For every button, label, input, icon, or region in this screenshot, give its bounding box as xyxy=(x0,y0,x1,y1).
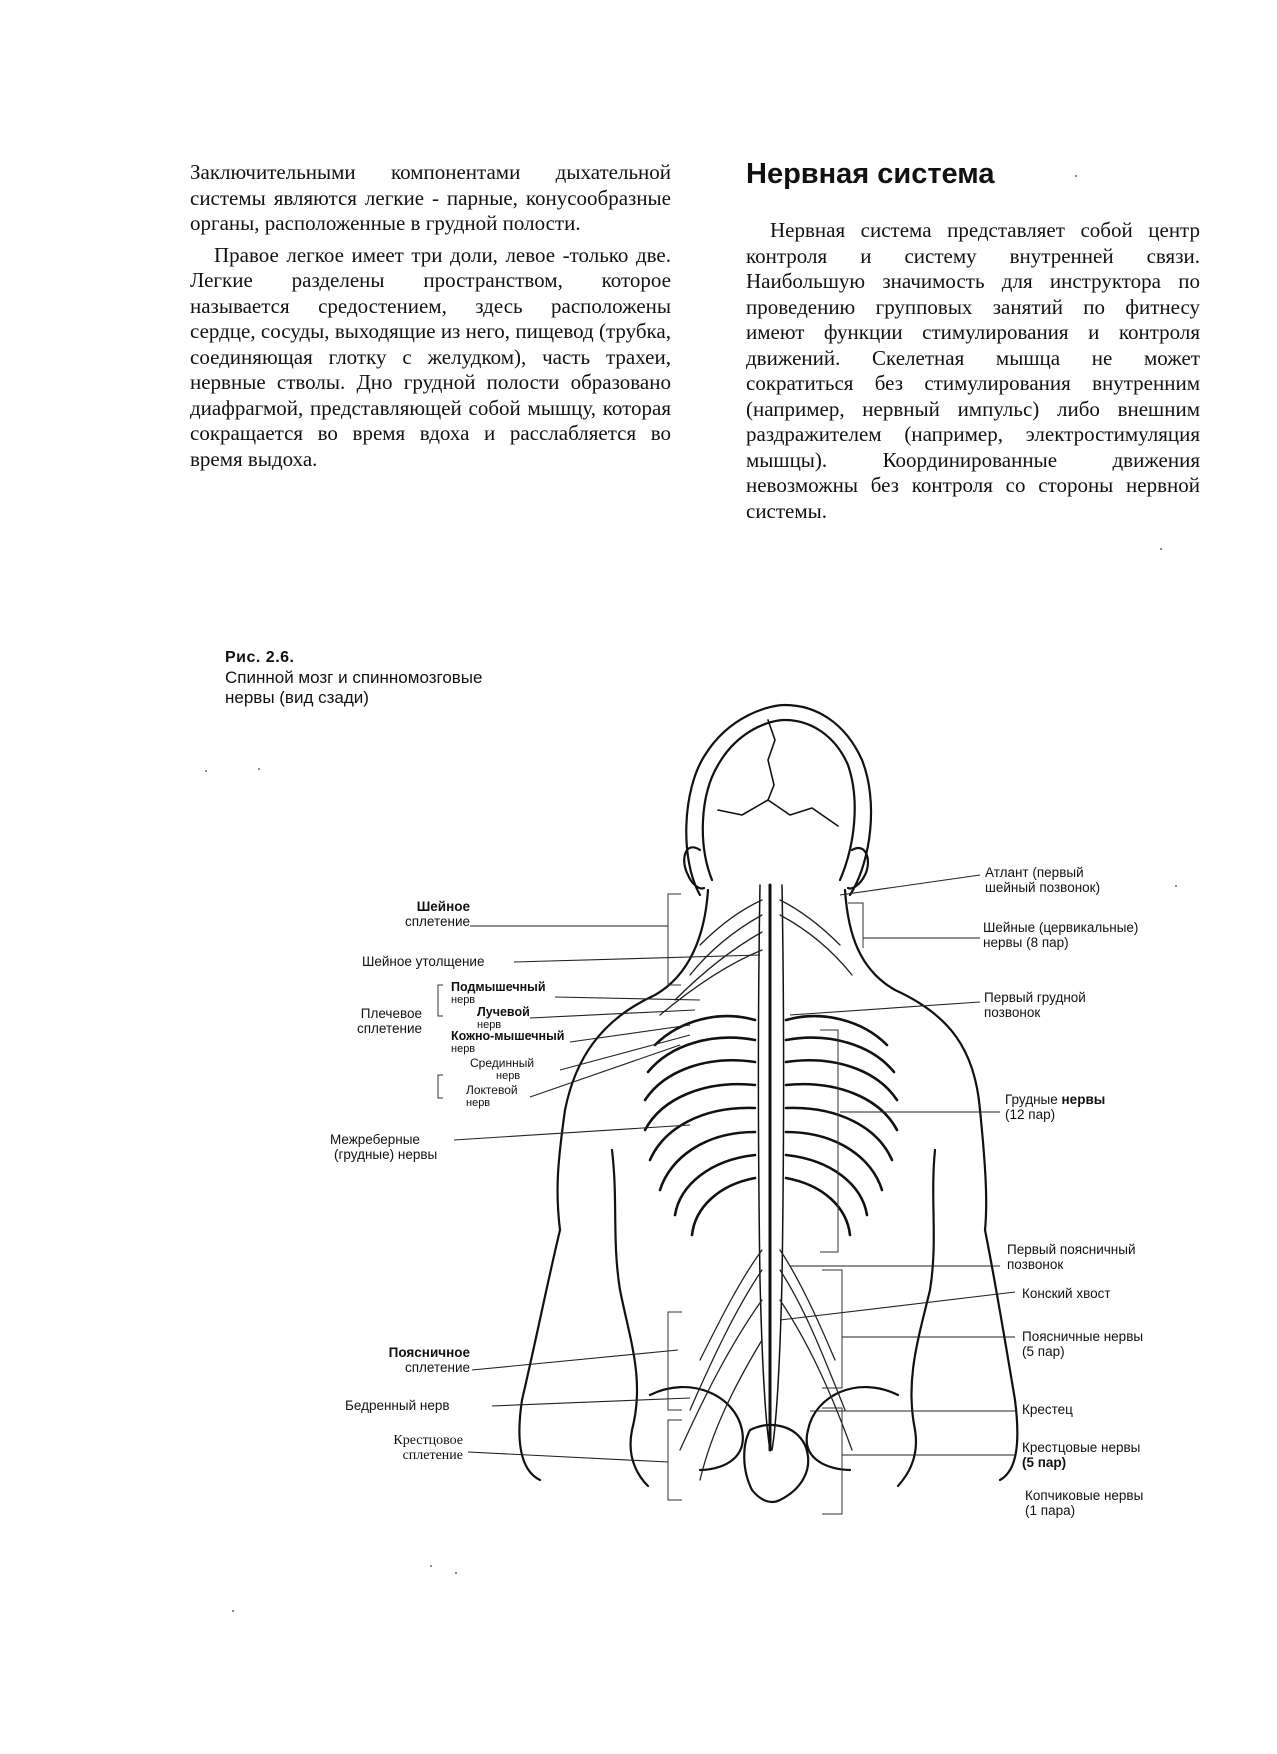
label-line: Межреберные xyxy=(330,1132,420,1147)
label-line: Грудные xyxy=(1005,1092,1058,1107)
pelvis-right xyxy=(807,1387,898,1470)
label-line: нерв xyxy=(451,1043,476,1055)
label-line: Локтевой xyxy=(466,1083,518,1097)
label-musculocutaneous-nerve xyxy=(451,1029,564,1055)
label-line: Шейные (цервикальные) xyxy=(983,920,1139,935)
figure-caption xyxy=(225,648,482,708)
label-femoral-nerve: Бедренный нерв xyxy=(345,1398,450,1413)
caption-line: Спинной мозг и спинномозговые xyxy=(225,668,483,687)
right-text-column xyxy=(746,218,1200,530)
label-sacral-plexus xyxy=(320,1433,463,1463)
label-line: Крестцовое xyxy=(393,1433,463,1448)
label-line: нерв xyxy=(496,1070,521,1082)
section-title: Нервная система xyxy=(746,158,995,190)
spinal-canal-left xyxy=(759,885,771,1450)
left-arm xyxy=(519,1230,560,1480)
scan-speck xyxy=(1160,548,1162,550)
label-line: Атлант (первый xyxy=(985,865,1084,880)
skull-inner-outline xyxy=(703,720,855,880)
scan-speck xyxy=(1175,885,1177,887)
label-line: нерв xyxy=(451,994,476,1006)
paragraph: Заключительными компонентами дыхательной системы являются легкие - парные, конусообразные органы, расположенные в грудной полости. xyxy=(190,160,671,235)
ribs xyxy=(645,1016,897,1235)
label-first-lumbar-vertebra xyxy=(1007,1242,1136,1272)
label-thoracic-nerves xyxy=(1005,1092,1105,1122)
label-axillary-nerve xyxy=(451,980,546,1006)
label-line: позвонок xyxy=(1007,1257,1064,1272)
sacrum xyxy=(744,1425,808,1502)
paragraph: Правое легкое имеет три доли, левое -только две. Легкие разделены пространством, которое называется средостением, здесь расположены сердце, сосуды, выходящие из него, пищевод (трубка, соединяющая глотку с желудком), часть трахеи, нервные стволы. Дно грудной полости образовано диафрагмой, представляющей собой мышцу, которая сокращается во время вдоха и расслабляется во время выдоха. xyxy=(190,242,671,471)
label-line: Копчиковые нервы xyxy=(1025,1488,1144,1503)
torso-right-inner xyxy=(898,1150,935,1486)
scan-speck xyxy=(232,1610,234,1612)
label-intercostal-nerves xyxy=(330,1132,437,1162)
label-line: нервы (8 пар) xyxy=(983,935,1069,950)
label-brachial-plexus xyxy=(300,1006,422,1036)
label-radial-nerve xyxy=(477,1005,530,1031)
label-line: Кожно-мышечный xyxy=(451,1029,565,1043)
label-atlas xyxy=(985,865,1100,895)
label-line: Поясничное xyxy=(388,1345,470,1360)
label-lumbar-plexus xyxy=(320,1345,470,1375)
left-text-column xyxy=(190,160,671,478)
torso-left-inner xyxy=(612,1150,648,1486)
paragraph: Нервная система представляет собой центр контроля и систему внутренней связи. Наибольшую значимость для инструктора по проведению групповых занятий по фитнесу имеют функции стимулирования и контроля движений. Скелетная мышца не может сократиться без стимулирования внутренним (например, нервный импульс) либо внешним раздражителем (например, электростимуляция мышцы). Координированные движения невозможны без контроля со стороны нервной системы. xyxy=(746,218,1200,523)
scan-speck xyxy=(455,1572,457,1574)
torso-left-outline xyxy=(558,890,708,1230)
label-line: Поясничные нервы xyxy=(1022,1329,1144,1344)
label-line: (5 пар) xyxy=(1022,1344,1065,1359)
label-line: шейный позвонок) xyxy=(985,880,1101,895)
label-line: Крестцовые нервы xyxy=(1022,1440,1141,1455)
scan-speck xyxy=(258,768,260,770)
label-cervical-enlargement: Шейное утолщение xyxy=(362,954,485,969)
label-line: Первый поясничный xyxy=(1007,1242,1136,1257)
skull-outline xyxy=(686,705,871,895)
label-sacrum: Крестец xyxy=(1022,1402,1073,1417)
label-ulnar-nerve xyxy=(466,1083,518,1109)
label-line: сплетение xyxy=(404,914,470,929)
label-first-thoracic-vertebra xyxy=(984,990,1086,1020)
caption-line: нервы (вид сзади) xyxy=(225,688,369,707)
label-line: Подмышечный xyxy=(451,980,546,994)
label-line: (12 пар) xyxy=(1005,1107,1056,1122)
right-ear xyxy=(848,848,868,888)
label-line: сплетение xyxy=(402,1448,463,1463)
label-line: (1 пара) xyxy=(1025,1503,1076,1518)
label-line: сплетение xyxy=(356,1021,422,1036)
label-line: Срединный xyxy=(470,1056,535,1070)
label-line: нерв xyxy=(466,1097,491,1109)
label-line: Первый грудной xyxy=(984,990,1086,1005)
label-cervical-plexus xyxy=(320,899,470,929)
label-line-bold: нервы xyxy=(1061,1092,1106,1107)
label-line: (5 пар) xyxy=(1022,1455,1067,1470)
skull-suture xyxy=(718,720,838,826)
label-line: (грудные) нервы xyxy=(334,1147,438,1162)
spinal-canal-right xyxy=(772,885,784,1450)
left-ear xyxy=(684,847,704,888)
label-cauda-equina: Конский хвост xyxy=(1022,1286,1111,1301)
label-lumbar-nerves xyxy=(1022,1329,1143,1359)
scan-speck xyxy=(430,1565,432,1567)
label-line: позвонок xyxy=(984,1005,1041,1020)
label-line: сплетение xyxy=(404,1360,470,1375)
scan-speck xyxy=(1075,175,1077,177)
label-median-nerve xyxy=(470,1056,534,1082)
nerve-branches xyxy=(660,900,852,1480)
leader-lines xyxy=(454,875,1015,1462)
figure-number: Рис. 2.6. xyxy=(225,649,295,666)
label-line: нерв xyxy=(477,1019,502,1031)
scan-speck xyxy=(205,770,207,772)
label-sacral-nerves xyxy=(1022,1440,1140,1470)
torso-right-outline xyxy=(845,890,986,1230)
label-line: Плечевое xyxy=(360,1006,422,1021)
label-line: Шейное xyxy=(416,899,470,914)
label-cervical-nerves xyxy=(983,920,1138,950)
pelvis-left xyxy=(650,1387,743,1470)
label-line: Лучевой xyxy=(477,1005,530,1019)
label-coccygeal-nerves xyxy=(1025,1488,1143,1518)
